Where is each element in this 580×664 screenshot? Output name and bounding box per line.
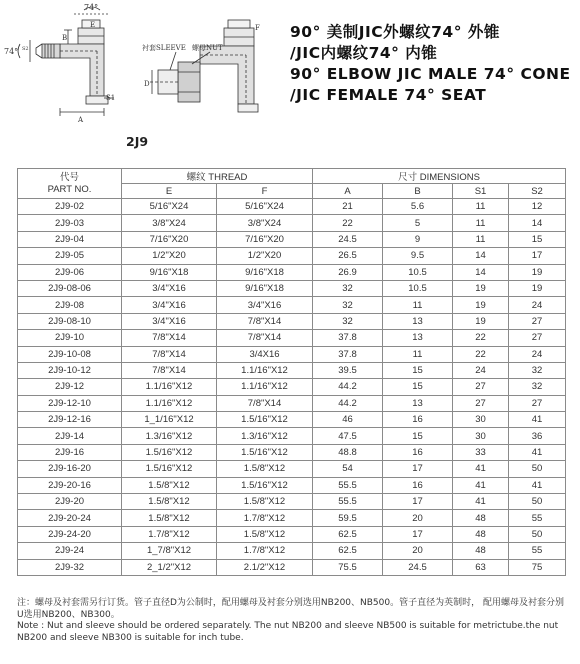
- table-row: [18, 330, 566, 346]
- cell-part-no: 2J9-12-16: [18, 412, 122, 428]
- cell-b: 13: [383, 313, 453, 329]
- cell-f: 9/16"X18: [217, 280, 313, 296]
- cell-part-no: 2J9-20: [18, 494, 122, 510]
- cell-b: 10.5: [383, 280, 453, 296]
- cell-s2: 50: [509, 461, 566, 477]
- dim-f-label: F: [255, 24, 260, 32]
- nut-label: 螺母NUT: [192, 44, 223, 52]
- cell-s2: 75: [509, 559, 566, 575]
- order-note: [17, 598, 565, 644]
- cell-s2: 55: [509, 543, 566, 559]
- title-line-4: /JIC FEMALE 74° SEAT: [290, 86, 487, 104]
- cell-a: 46: [313, 412, 383, 428]
- cell-s1: 19: [453, 313, 509, 329]
- cell-part-no: 2J9-14: [18, 428, 122, 444]
- cell-a: 32: [313, 297, 383, 313]
- cell-b: 17: [383, 461, 453, 477]
- table-row: [18, 264, 566, 280]
- table-row: [18, 199, 566, 215]
- header-col-e: E: [122, 184, 217, 199]
- cell-f: 7/8"X14: [217, 313, 313, 329]
- cell-f: 1/2"X20: [217, 248, 313, 264]
- cell-e: 7/8"X14: [122, 330, 217, 346]
- cell-e: 7/8"X14: [122, 346, 217, 362]
- cell-a: 24.5: [313, 231, 383, 247]
- cell-s2: 12: [509, 199, 566, 215]
- cell-a: 32: [313, 313, 383, 329]
- cell-a: 47.5: [313, 428, 383, 444]
- cell-f: 1.5/8"X12: [217, 526, 313, 542]
- cell-e: 7/8"X14: [122, 362, 217, 378]
- cell-f: 5/16"X24: [217, 199, 313, 215]
- cell-f: 2.1/2"X12: [217, 559, 313, 575]
- cell-a: 55.5: [313, 477, 383, 493]
- cell-part-no: 2J9-08: [18, 297, 122, 313]
- cell-a: 44.2: [313, 395, 383, 411]
- cell-a: 54: [313, 461, 383, 477]
- dim-b-label: B: [62, 34, 68, 42]
- cell-a: 26.9: [313, 264, 383, 280]
- cell-f: 1.5/16"X12: [217, 444, 313, 460]
- header-col-b: B: [383, 184, 453, 199]
- cell-s2: 24: [509, 297, 566, 313]
- cell-s1: 11: [453, 199, 509, 215]
- cell-s1: 14: [453, 264, 509, 280]
- cell-b: 20: [383, 543, 453, 559]
- cell-b: 13: [383, 330, 453, 346]
- angle-left-label: 74°: [4, 47, 19, 56]
- cell-a: 44.2: [313, 379, 383, 395]
- table-row: [18, 477, 566, 493]
- cell-part-no: 2J9-20-16: [18, 477, 122, 493]
- cell-a: 62.5: [313, 543, 383, 559]
- cell-s1: 19: [453, 297, 509, 313]
- cell-b: 15: [383, 379, 453, 395]
- cell-s1: 22: [453, 330, 509, 346]
- cell-s1: 14: [453, 248, 509, 264]
- cell-f: 1.7/8"X12: [217, 543, 313, 559]
- header-part-en: PART NO.: [47, 183, 92, 195]
- cell-e: 1/2"X20: [122, 248, 217, 264]
- dim-s1-label: S1: [106, 94, 116, 102]
- cell-f: 9/16"X18: [217, 264, 313, 280]
- cell-b: 16: [383, 444, 453, 460]
- spec-table: [17, 168, 566, 576]
- note-en: Note : Nut and sleeve should be ordered separately. The nut NB200 and sleeve NB500 is suitable for metrictube.the nut NB200 and sleeve NB300 is suitable for inch tube.: [17, 621, 559, 643]
- header-thread: 螺纹 THREAD: [122, 169, 313, 184]
- cell-s2: 50: [509, 494, 566, 510]
- cell-a: 26.5: [313, 248, 383, 264]
- cell-a: 62.5: [313, 526, 383, 542]
- cell-b: 15: [383, 362, 453, 378]
- table-row: [18, 297, 566, 313]
- angle-top-label: 74°: [84, 3, 99, 12]
- cell-e: 3/4"X16: [122, 280, 217, 296]
- cell-b: 17: [383, 494, 453, 510]
- cell-f: 3/8"X24: [217, 215, 313, 231]
- cell-e: 2_1/2"X12: [122, 559, 217, 575]
- table-row: [18, 215, 566, 231]
- cell-s1: 11: [453, 231, 509, 247]
- cell-s1: 30: [453, 428, 509, 444]
- cell-e: 1.5/8"X12: [122, 494, 217, 510]
- cell-f: 1.5/16"X12: [217, 412, 313, 428]
- cell-b: 9.5: [383, 248, 453, 264]
- cell-e: 3/4"X16: [122, 297, 217, 313]
- cell-b: 16: [383, 477, 453, 493]
- table-row: [18, 395, 566, 411]
- cell-part-no: 2J9-24: [18, 543, 122, 559]
- cell-a: 37.8: [313, 346, 383, 362]
- cell-part-no: 2J9-20-24: [18, 510, 122, 526]
- cell-f: 1.7/8"X12: [217, 510, 313, 526]
- cell-a: 55.5: [313, 494, 383, 510]
- cell-e: 1_1/16"X12: [122, 412, 217, 428]
- cell-part-no: 2J9-12-10: [18, 395, 122, 411]
- header-part-cn: 代号: [59, 171, 79, 183]
- cell-s2: 32: [509, 362, 566, 378]
- cell-f: 7/16"X20: [217, 231, 313, 247]
- cell-part-no: 2J9-10-08: [18, 346, 122, 362]
- cell-a: 32: [313, 280, 383, 296]
- cell-e: 5/16"X24: [122, 199, 217, 215]
- title-line-3: 90° ELBOW JIC MALE 74° CONE: [290, 65, 571, 83]
- table-row: [18, 543, 566, 559]
- table-row: [18, 362, 566, 378]
- cell-s2: 27: [509, 313, 566, 329]
- cell-e: 3/8"X24: [122, 215, 217, 231]
- header-col-s2: S2: [509, 184, 566, 199]
- cell-s2: 50: [509, 526, 566, 542]
- table-row: [18, 346, 566, 362]
- header-col-f: F: [217, 184, 313, 199]
- title-line-2: /JIC内螺纹74° 内锥: [290, 44, 438, 62]
- cell-b: 11: [383, 346, 453, 362]
- cell-b: 16: [383, 412, 453, 428]
- cell-a: 39.5: [313, 362, 383, 378]
- cell-s1: 19: [453, 280, 509, 296]
- header-dimensions: 尺寸 DIMENSIONS: [313, 169, 566, 184]
- cell-a: 22: [313, 215, 383, 231]
- table-row: [18, 559, 566, 575]
- cell-s1: 27: [453, 379, 509, 395]
- cell-b: 13: [383, 395, 453, 411]
- table-row: [18, 280, 566, 296]
- cell-b: 10.5: [383, 264, 453, 280]
- cell-s2: 32: [509, 379, 566, 395]
- cell-s2: 19: [509, 280, 566, 296]
- sleeve-label: 衬套SLEEVE: [142, 44, 186, 52]
- cell-f: 3/4X16: [217, 346, 313, 362]
- cell-b: 17: [383, 526, 453, 542]
- header-col-s1: S1: [453, 184, 509, 199]
- cell-part-no: 2J9-05: [18, 248, 122, 264]
- cell-f: 3/4"X16: [217, 297, 313, 313]
- cell-b: 20: [383, 510, 453, 526]
- cell-part-no: 2J9-10-12: [18, 362, 122, 378]
- cell-e: 3/4"X16: [122, 313, 217, 329]
- cell-part-no: 2J9-04: [18, 231, 122, 247]
- cell-s1: 41: [453, 494, 509, 510]
- cell-part-no: 2J9-08-06: [18, 280, 122, 296]
- cell-s1: 11: [453, 215, 509, 231]
- cell-e: 1.3/16"X12: [122, 428, 217, 444]
- cell-s2: 17: [509, 248, 566, 264]
- cell-s2: 41: [509, 444, 566, 460]
- cell-a: 21: [313, 199, 383, 215]
- spec-table-wrapper: [17, 168, 565, 576]
- cell-s1: 24: [453, 362, 509, 378]
- cell-s2: 15: [509, 231, 566, 247]
- cell-e: 1.5/8"X12: [122, 477, 217, 493]
- cell-s1: 22: [453, 346, 509, 362]
- cell-s2: 19: [509, 264, 566, 280]
- cell-e: 1.7/8"X12: [122, 526, 217, 542]
- cell-a: 59.5: [313, 510, 383, 526]
- cell-b: 5.6: [383, 199, 453, 215]
- cell-s2: 55: [509, 510, 566, 526]
- fitting-drawing: [0, 0, 285, 132]
- cell-s2: 41: [509, 477, 566, 493]
- note-cn: 注：螺母及衬套需另行订货。管子直径D为公制时，配用螺母及衬套分别选用NB200、NB500。管子直径为英制时， 配用螺母及衬套分别U选用NB200、NB300。: [17, 598, 564, 620]
- dim-d-label: D: [144, 80, 150, 88]
- cell-s2: 41: [509, 412, 566, 428]
- cell-part-no: 2J9-12: [18, 379, 122, 395]
- cell-s1: 48: [453, 510, 509, 526]
- cell-b: 11: [383, 297, 453, 313]
- cell-s2: 36: [509, 428, 566, 444]
- cell-e: 9/16"X18: [122, 264, 217, 280]
- cell-s2: 27: [509, 395, 566, 411]
- table-row: [18, 461, 566, 477]
- cell-e: 1.5/8"X12: [122, 510, 217, 526]
- cell-f: 7/8"X14: [217, 330, 313, 346]
- cell-part-no: 2J9-02: [18, 199, 122, 215]
- cell-f: 1.5/8"X12: [217, 494, 313, 510]
- elbow-fitting-diagram: [0, 0, 285, 132]
- cell-s1: 48: [453, 543, 509, 559]
- table-row: [18, 510, 566, 526]
- model-code: 2J9: [126, 134, 149, 149]
- cell-e: 1.1/16"X12: [122, 395, 217, 411]
- table-row: [18, 313, 566, 329]
- cell-part-no: 2J9-08-10: [18, 313, 122, 329]
- table-row: [18, 526, 566, 542]
- cell-a: 48.8: [313, 444, 383, 460]
- cell-s1: 41: [453, 461, 509, 477]
- cell-s1: 30: [453, 412, 509, 428]
- cell-b: 9: [383, 231, 453, 247]
- cell-f: 1.5/16"X12: [217, 477, 313, 493]
- spec-table-body: [18, 199, 566, 576]
- cell-e: 1.5/16"X12: [122, 444, 217, 460]
- dim-s2-label: S2: [22, 46, 29, 52]
- table-row: [18, 428, 566, 444]
- dim-a-label: A: [78, 116, 84, 124]
- table-row: [18, 248, 566, 264]
- product-title: [290, 22, 580, 106]
- dim-e-label: E: [90, 21, 96, 29]
- cell-b: 24.5: [383, 559, 453, 575]
- cell-f: 1.5/8"X12: [217, 461, 313, 477]
- cell-f: 1.3/16"X12: [217, 428, 313, 444]
- table-row: [18, 412, 566, 428]
- cell-a: 75.5: [313, 559, 383, 575]
- cell-a: 37.8: [313, 330, 383, 346]
- cell-f: 1.1/16"X12: [217, 379, 313, 395]
- header-col-a: A: [313, 184, 383, 199]
- cell-s1: 33: [453, 444, 509, 460]
- cell-b: 5: [383, 215, 453, 231]
- table-row: [18, 379, 566, 395]
- cell-e: 1.1/16"X12: [122, 379, 217, 395]
- cell-e: 7/16"X20: [122, 231, 217, 247]
- cell-part-no: 2J9-03: [18, 215, 122, 231]
- cell-part-no: 2J9-16: [18, 444, 122, 460]
- title-line-1: 90° 美制JIC外螺纹74° 外锥: [290, 23, 500, 41]
- cell-s2: 24: [509, 346, 566, 362]
- cell-part-no: 2J9-32: [18, 559, 122, 575]
- cell-s1: 48: [453, 526, 509, 542]
- table-row: [18, 444, 566, 460]
- cell-s1: 63: [453, 559, 509, 575]
- cell-e: 1_7/8"X12: [122, 543, 217, 559]
- cell-f: 7/8"X14: [217, 395, 313, 411]
- cell-e: 1.5/16"X12: [122, 461, 217, 477]
- cell-part-no: 2J9-10: [18, 330, 122, 346]
- cell-s1: 27: [453, 395, 509, 411]
- cell-s1: 41: [453, 477, 509, 493]
- cell-part-no: 2J9-16-20: [18, 461, 122, 477]
- table-row: [18, 231, 566, 247]
- header-part-no: [18, 169, 122, 199]
- table-row: [18, 494, 566, 510]
- cell-s2: 27: [509, 330, 566, 346]
- cell-f: 1.1/16"X12: [217, 362, 313, 378]
- cell-b: 15: [383, 428, 453, 444]
- cell-part-no: 2J9-24-20: [18, 526, 122, 542]
- cell-part-no: 2J9-06: [18, 264, 122, 280]
- cell-s2: 14: [509, 215, 566, 231]
